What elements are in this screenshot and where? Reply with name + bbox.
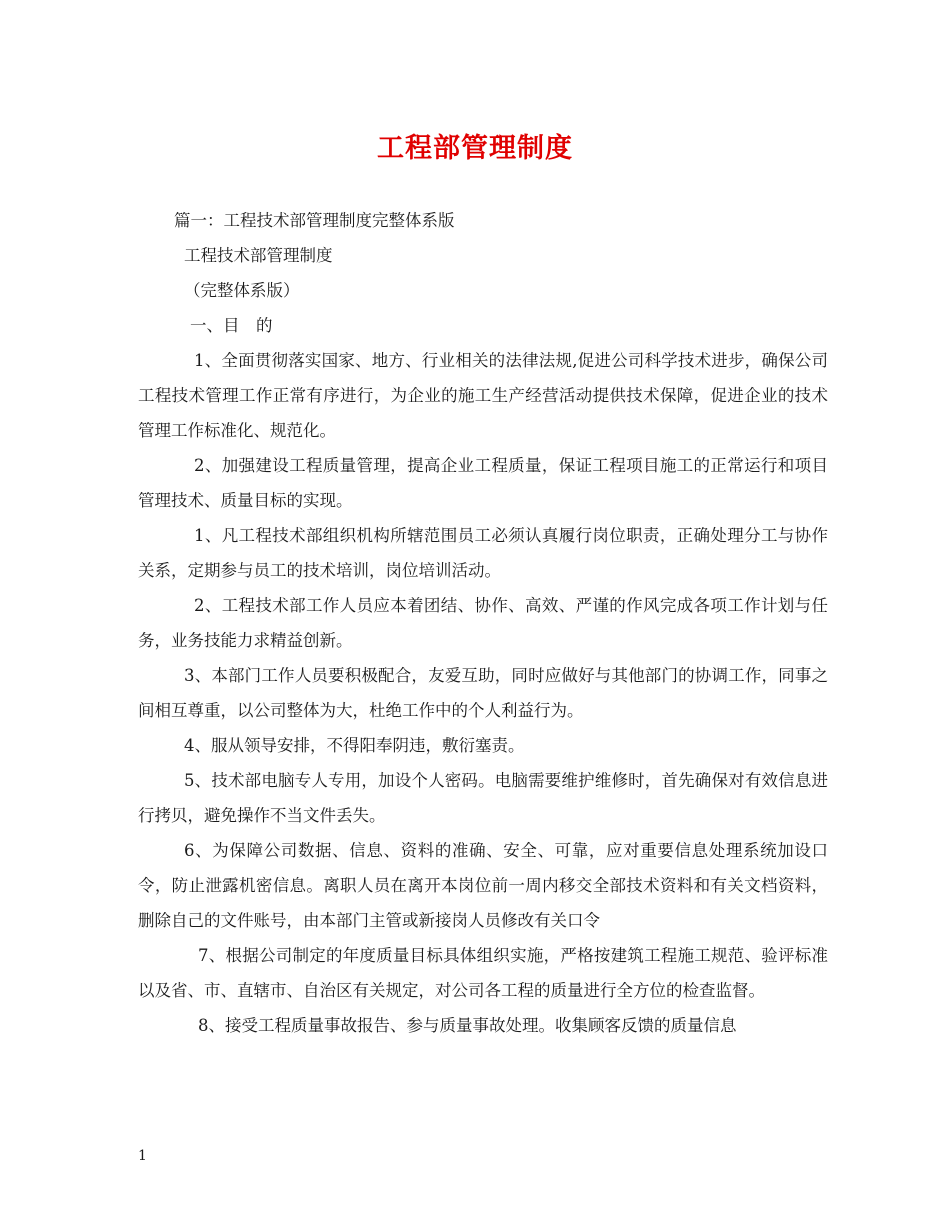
paragraph: 7、根据公司制定的年度质量目标具体组织实施，严格按建筑工程施工规范、验评标准以及省、市、直辖市、自治区有关规定，对公司各工程的质量进行全方位的检查监督。 (138, 946, 828, 1000)
paragraph: 4、服从领导安排，不得阳奉阴违，敷衍塞责。 (184, 736, 525, 755)
paragraph: 工程技术部管理制度 (184, 246, 333, 265)
paragraph: 一、目 的 (190, 316, 273, 335)
paragraph: 3、本部门工作人员要积极配合，友爱互助，同时应做好与其他部门的协调工作，同事之间相互尊重，以公司整体为大，杜绝工作中的个人利益行为。 (138, 666, 828, 720)
paragraph: 5、技术部电脑专人专用，加设个人密码。电脑需要维护维修时，首先确保对有效信息进行拷贝，避免操作不当文件丢失。 (138, 771, 828, 825)
paragraph: （完整体系版） (184, 281, 300, 300)
paragraph: 6、为保障公司数据、信息、资料的准确、安全、可靠，应对重要信息处理系统加设口令，防止泄露机密信息。离职人员在离开本岗位前一周内移交全部技术资料和有关文档资料，删除自己的文件账号，由本部门主管或新接岗人员修改有关口令 (138, 841, 828, 930)
paragraph: 1、全面贯彻落实国家、地方、行业相关的法律法规,促进公司科学技术进步，确保公司工程技术管理工作正常有序进行，为企业的施工生产经营活动提供技术保障，促进企业的技术管理工作标准化、规范化。 (138, 351, 828, 440)
page-number: 1 (138, 1148, 147, 1164)
document-body (138, 203, 828, 1043)
paragraph: 2、工程技术部工作人员应本着团结、协作、高效、严谨的作风完成各项工作计划与任务，业务技能力求精益创新。 (138, 596, 828, 650)
document-title: 工程部管理制度 (377, 133, 573, 164)
paragraph: 2、加强建设工程质量管理，提高企业工程质量，保证工程项目施工的正常运行和项目管理技术、质量目标的实现。 (138, 456, 828, 510)
paragraph: 8、接受工程质量事故报告、参与质量事故处理。收集顾客反馈的质量信息 (198, 1016, 737, 1035)
paragraph: 篇一：工程技术部管理制度完整体系版 (174, 211, 455, 230)
paragraph: 1、凡工程技术部组织机构所辖范围员工必须认真履行岗位职责，正确处理分工与协作关系，定期参与员工的技术培训，岗位培训活动。 (138, 526, 828, 580)
